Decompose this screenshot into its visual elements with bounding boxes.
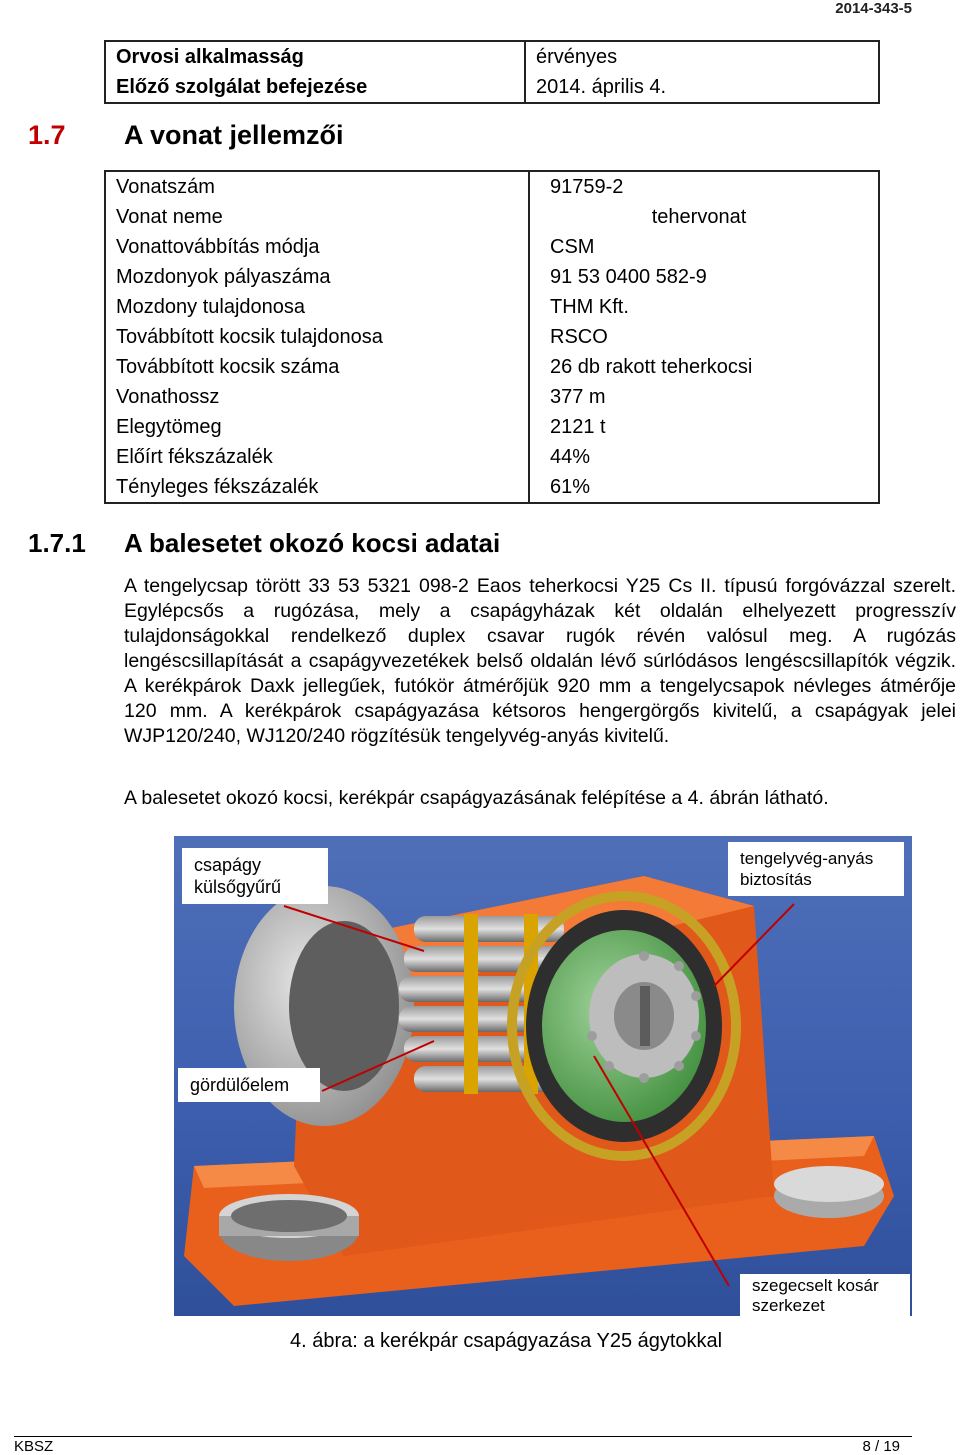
figure-caption: 4. ábra: a kerékpár csapágyazása Y25 ágytokkal (290, 1330, 723, 1352)
table-cell-label: Továbbított kocsik tulajdonosa (105, 322, 529, 352)
table-cell-value: 91759-2 (550, 176, 624, 198)
table-row (105, 382, 879, 412)
table-row (105, 171, 879, 202)
subsection-title: A balesetet okozó kocsi adatai (124, 528, 501, 558)
table-row (105, 322, 879, 352)
figure-label-axle-nut: tengelyvég-anyás biztosítás (728, 842, 904, 896)
table-cell-value: 61% (550, 476, 591, 498)
table-cell-label: Továbbított kocsik száma (105, 352, 529, 382)
subsection-heading (28, 528, 500, 559)
subsection-number: 1.7.1 (28, 528, 86, 558)
footer-left: KBSZ (14, 1438, 54, 1455)
table-cell-label: Tényleges fékszázalék (105, 472, 529, 503)
table-cell-label: Előző szolgálat befejezése (105, 72, 525, 103)
figure-label-rolling-element: gördülőelem (178, 1068, 320, 1102)
table-cell-label: Vonatszám (105, 171, 529, 202)
body-paragraph: A balesetet okozó kocsi, kerékpár csapágyazásának felépítése a 4. ábrán látható. (124, 787, 829, 809)
table-cell-label: Vonattovábbítás módja (105, 232, 529, 262)
section-heading (28, 120, 344, 151)
table-cell-label: Vonat neme (105, 202, 529, 232)
table-cell-label: Elegytömeg (105, 412, 529, 442)
figure-label-outer-ring: csapágy külsőgyűrű (182, 848, 328, 904)
table-cell-value: 2121 t (550, 416, 606, 438)
table-cell-value: 91 53 0400 582-9 (550, 266, 707, 288)
table-cell-label: Mozdony tulajdonosa (105, 292, 529, 322)
train-data-table (104, 170, 880, 504)
document-number: 2014-343-5 (835, 0, 912, 17)
table-cell-label: Vonathossz (105, 382, 529, 412)
table-cell-label: Előírt fékszázalék (105, 442, 529, 472)
table-cell-value: 377 m (550, 386, 606, 408)
table-row (105, 202, 879, 232)
section-title: A vonat jellemzői (124, 120, 344, 150)
table-cell-value: 26 db rakott teherkocsi (550, 356, 753, 378)
figure-label-cage: szegecselt kosár szerkezet (740, 1274, 910, 1322)
table-row (105, 412, 879, 442)
table-cell-label: Mozdonyok pályaszáma (105, 262, 529, 292)
table-cell-value: tehervonat (651, 206, 747, 228)
footer-divider (14, 1436, 912, 1437)
table-cell-value: THM Kft. (550, 296, 629, 318)
section-number: 1.7 (28, 120, 66, 150)
table-row (105, 472, 879, 503)
table-row (105, 72, 879, 103)
table-row (105, 352, 879, 382)
status-table (104, 40, 880, 104)
body-paragraph: A tengelycsap törött 33 53 5321 098-2 Eaos teherkocsi Y25 Cs II. típusú forgóvázzal szerelt. Egylépcsős a rugózása, mely a csapágyházak két oldalán elhelyezett progresszív tulajdonságokkal rendelkező duplex csavar rugók révén valósul meg. A rugózás lengéscsillapítását a csapágyvezetékek belső oldalán lévő súrlódásos lengéscsillapítók végzik. A kerékpárok Daxk jellegűek, futókör átmérőjük 920 mm a tengelycsapok névleges átmérője 120 mm. A kerékpárok csapágyazása kétsoros hengergörgős kivitelű, a csapágyak jelei WJP120/240, WJ120/240 rögzítésük tengelyvég-anyás kivitelű. (124, 575, 956, 747)
table-row (105, 232, 879, 262)
table-cell-value: érvényes (536, 46, 618, 68)
table-row (105, 41, 879, 72)
table-cell-value: RSCO (550, 326, 608, 348)
bearing-figure (174, 836, 912, 1316)
table-cell-value: CSM (550, 236, 595, 258)
table-cell-value: 2014. április 4. (536, 76, 667, 98)
table-cell-label: Orvosi alkalmasság (105, 41, 525, 72)
table-row (105, 292, 879, 322)
page-number: 8 / 19 (862, 1438, 900, 1455)
table-row (105, 442, 879, 472)
table-row (105, 262, 879, 292)
table-cell-value: 44% (550, 446, 591, 468)
